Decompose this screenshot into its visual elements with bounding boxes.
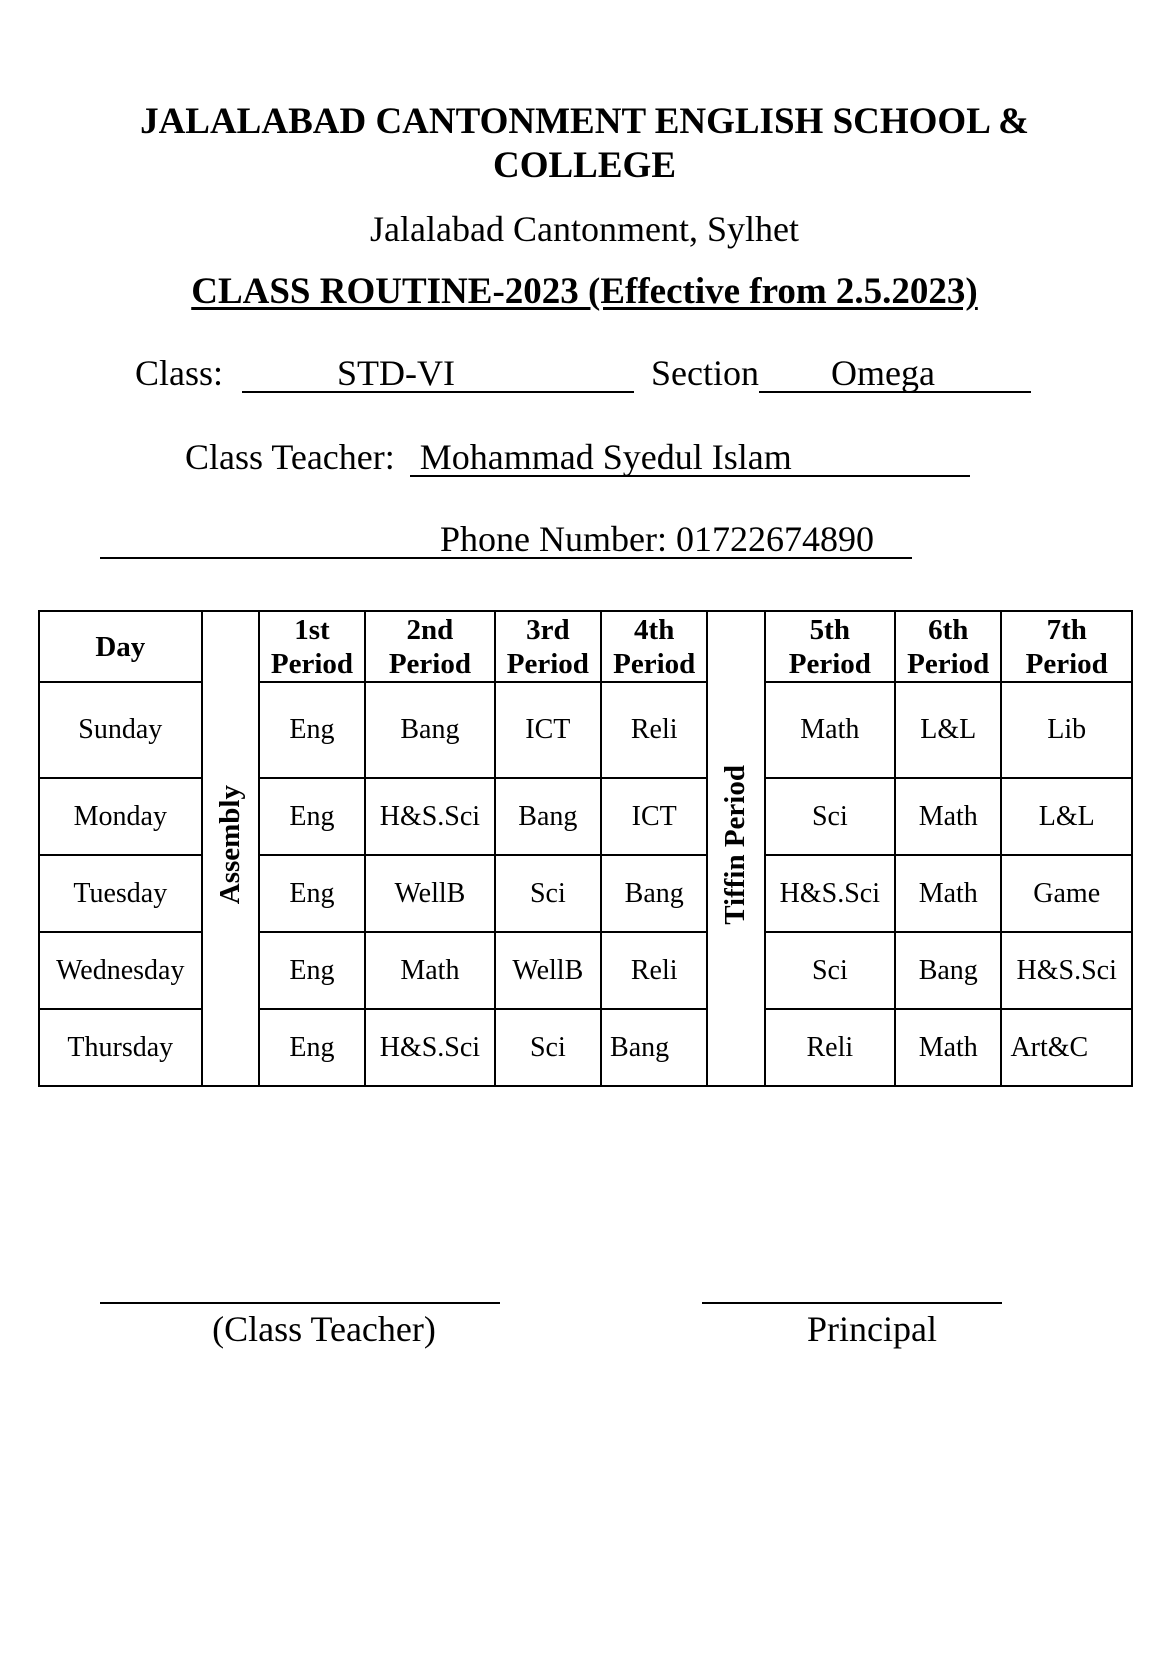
subject-cell: Lib (1001, 682, 1132, 778)
table-header-row (39, 611, 1132, 682)
subject-cell: Reli (765, 1009, 895, 1086)
class-section-row (135, 352, 1031, 394)
period-5-ordinal: 5th (809, 613, 850, 646)
class-teacher-row (185, 436, 970, 478)
section-field (759, 355, 1031, 393)
subject-cell: Sci (495, 855, 601, 932)
subject-cell: Sci (765, 778, 895, 855)
period-header-5 (765, 611, 895, 682)
phone-value: 01722674890 (675, 519, 874, 559)
period-3-ordinal: 3rd (526, 613, 570, 646)
principal-signature-label: Principal (807, 1309, 937, 1349)
subject-cell: H&S.Sci (765, 855, 895, 932)
routine-title (0, 270, 1169, 314)
section-label: Section (651, 353, 759, 393)
phone-text (440, 521, 874, 557)
assembly-column (202, 611, 259, 1086)
subject-cell: Sci (765, 932, 895, 1009)
subject-cell: Math (895, 855, 1001, 932)
period-header-1 (259, 611, 365, 682)
subject-cell: H&S.Sci (365, 1009, 494, 1086)
subject-cell: H&S.Sci (1001, 932, 1132, 1009)
subject-cell: Bang (495, 778, 601, 855)
day-cell: Tuesday (39, 855, 202, 932)
subject-cell: Math (765, 682, 895, 778)
period-3-word: Period (506, 647, 589, 680)
subject-cell: Eng (259, 682, 365, 778)
class-teacher-value: Mohammad Syedul Islam (419, 437, 792, 477)
period-1-ordinal: 1st (294, 613, 330, 646)
class-label: Class: (135, 353, 224, 393)
subject-cell: Eng (259, 855, 365, 932)
subject-cell: Reli (601, 932, 707, 1009)
subject-cell: WellB (365, 855, 494, 932)
routine-table (38, 610, 1133, 1087)
subject-cell: Bang (601, 1009, 707, 1086)
subject-cell: L&L (1001, 778, 1132, 855)
subject-cell: Art&C (1001, 1009, 1132, 1086)
tiffin-column (707, 611, 764, 1086)
period-7-word: Period (1025, 647, 1108, 680)
class-teacher-field (410, 439, 970, 477)
school-name-line2: COLLEGE (493, 145, 676, 186)
class-field (242, 355, 634, 393)
phone-row (100, 518, 912, 560)
subject-cell: ICT (495, 682, 601, 778)
period-6-word: Period (907, 647, 990, 680)
subject-cell: Bang (365, 682, 494, 778)
subject-cell: Bang (895, 932, 1001, 1009)
day-cell: Sunday (39, 682, 202, 778)
class-teacher-signature-line (100, 1302, 500, 1304)
period-1-word: Period (270, 647, 354, 680)
school-address: Jalalabad Cantonment, Sylhet (370, 209, 799, 249)
period-2-ordinal: 2nd (406, 613, 454, 646)
period-2-word: Period (388, 647, 471, 680)
routine-title-text: CLASS ROUTINE-2023 (Effective from 2.5.2023) (191, 271, 978, 312)
period-header-2 (365, 611, 494, 682)
subject-cell: Bang (601, 855, 707, 932)
subject-cell: Math (365, 932, 494, 1009)
principal-signature-line (702, 1302, 1002, 1304)
subject-cell: Math (895, 1009, 1001, 1086)
phone-label: Phone Number: (440, 519, 667, 559)
period-header-6 (895, 611, 1001, 682)
class-teacher-signature-label: (Class Teacher) (212, 1309, 436, 1349)
assembly-label: Assembly (213, 784, 246, 905)
class-value: STD-VI (337, 353, 455, 393)
subject-cell: WellB (495, 932, 601, 1009)
day-cell: Monday (39, 778, 202, 855)
subject-cell: H&S.Sci (365, 778, 494, 855)
subject-cell: Reli (601, 682, 707, 778)
subject-cell: Eng (259, 932, 365, 1009)
period-4-word: Period (613, 647, 696, 680)
subject-cell: L&L (895, 682, 1001, 778)
day-cell: Wednesday (39, 932, 202, 1009)
subject-cell: Sci (495, 1009, 601, 1086)
period-4-ordinal: 4th (634, 613, 675, 646)
phone-field (100, 521, 912, 559)
subject-cell: Eng (259, 778, 365, 855)
period-header-7 (1001, 611, 1132, 682)
period-7-ordinal: 7th (1046, 613, 1087, 646)
section-value: Omega (831, 353, 935, 393)
subject-cell: Math (895, 778, 1001, 855)
school-name-line1: JALALABAD CANTONMENT ENGLISH SCHOOL & (140, 101, 1029, 142)
subject-cell: Game (1001, 855, 1132, 932)
day-header: Day (39, 611, 202, 682)
period-header-4 (601, 611, 707, 682)
subject-cell: Eng (259, 1009, 365, 1086)
period-header-3 (495, 611, 601, 682)
period-6-ordinal: 6th (928, 613, 969, 646)
day-cell: Thursday (39, 1009, 202, 1086)
class-teacher-label: Class Teacher: (185, 437, 395, 477)
period-5-word: Period (788, 647, 871, 680)
subject-cell: ICT (601, 778, 707, 855)
tiffin-label: Tiffin Period (719, 764, 752, 925)
school-name (60, 100, 1109, 188)
